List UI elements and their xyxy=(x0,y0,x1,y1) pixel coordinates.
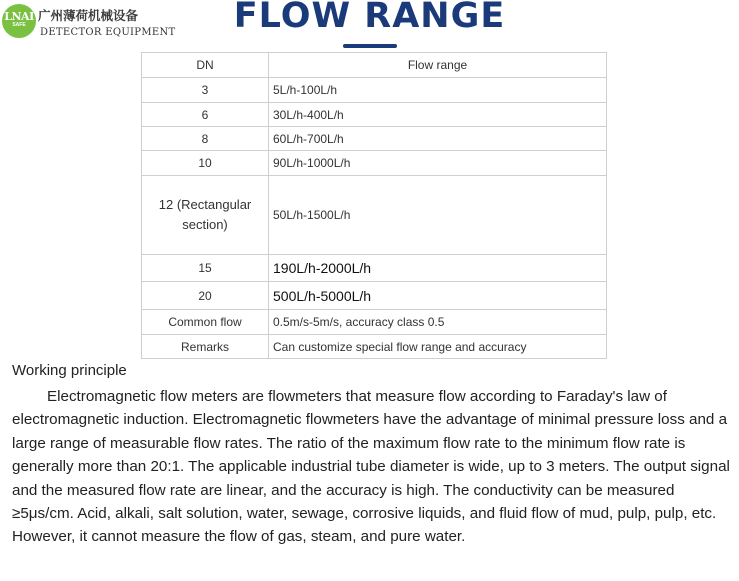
logo-badge-subtext: SAFE xyxy=(12,22,26,28)
page-title: FLOW RANGE xyxy=(233,0,506,36)
table-cell-dn: Remarks xyxy=(142,335,269,359)
table-cell-range: 5L/h-100L/h xyxy=(269,78,607,103)
table-cell-dn: 8 xyxy=(142,127,269,151)
table-header-cell: Flow range xyxy=(269,53,607,78)
table-cell-range: 190L/h-2000L/h xyxy=(269,255,607,282)
title-underline xyxy=(343,44,397,48)
table-row xyxy=(142,282,607,310)
logo-badge-text: LNAI xyxy=(4,10,34,23)
table-row xyxy=(142,151,607,176)
table-row xyxy=(142,310,607,335)
table-cell-dn: 6 xyxy=(142,103,269,127)
table-header-row xyxy=(142,53,607,78)
flow-range-table xyxy=(141,52,607,359)
table-cell-range: 30L/h-400L/h xyxy=(269,103,607,127)
table-header-cell: DN xyxy=(142,53,269,78)
section-heading: Working principle xyxy=(12,362,127,379)
table-cell-range: 90L/h-1000L/h xyxy=(269,151,607,176)
company-name-cn: 广州薄荷机械设备 xyxy=(38,8,139,23)
table-cell-dn: 10 xyxy=(142,151,269,176)
section-paragraph: Electromagnetic flow meters are flowmeters that measure flow according to Faraday's law of electromagnetic induction. Electromagnetic flowmeters have the advantage of minimal pressure loss and a large range of measurable flow rates. The ratio of the maximum flow rate to the minimum flow rate is generally more than 20:1. The applicable industrial tube diameter is wide, up to 3 meters. The output signal and the measured flow rate are linear, and the accuracy is high. The conductivity can be measured ≥5μs/cm. Acid, alkali, salt solution, water, sewage, corrosive liquids, and fluid flow of mud, pulp, pulp, etc. However, it cannot measure the flow of gas, steam, and pure water. xyxy=(12,388,730,546)
table-cell-range: 0.5m/s-5m/s, accuracy class 0.5 xyxy=(269,310,607,335)
table-cell-dn: Common flow xyxy=(142,310,269,335)
table-cell-range: 50L/h-1500L/h xyxy=(269,176,607,255)
table-cell-dn: 20 xyxy=(142,282,269,310)
table-row xyxy=(142,255,607,282)
table-row xyxy=(142,176,607,255)
table-row xyxy=(142,78,607,103)
table-row xyxy=(142,127,607,151)
table-cell-dn: 15 xyxy=(142,255,269,282)
table-cell-dn: 3 xyxy=(142,78,269,103)
table-row xyxy=(142,103,607,127)
table-cell-range: Can customize special flow range and accuracy xyxy=(269,335,607,359)
company-name-en: DETECTOR EQUIPMENT xyxy=(40,27,176,38)
table-cell-range: 500L/h-5000L/h xyxy=(269,282,607,310)
table-cell-dn: 12 (Rectangular section) xyxy=(142,176,269,255)
table-cell-range: 60L/h-700L/h xyxy=(269,127,607,151)
table-row xyxy=(142,335,607,359)
